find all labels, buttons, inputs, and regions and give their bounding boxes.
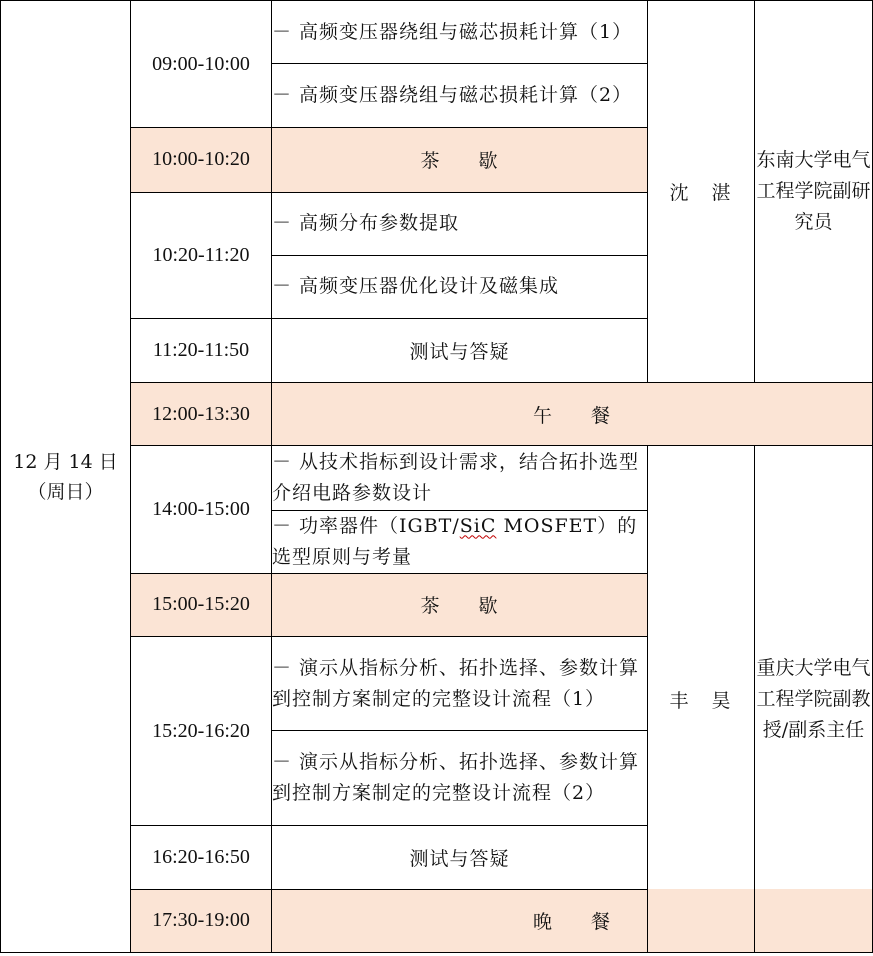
speaker-affiliation: 重庆大学电气工程学院副教授/副系主任 bbox=[755, 446, 873, 953]
session-item bbox=[272, 510, 648, 573]
time-slot: 12:00-13:30 bbox=[131, 383, 272, 446]
session-item-text: － 功率器件（IGBT/ bbox=[272, 514, 460, 537]
session-item-text: MOSFET）的选型原则与考量 bbox=[272, 514, 638, 568]
qa-cell: 测试与答疑 bbox=[272, 826, 648, 889]
session-item: － 高频变压器优化设计及磁集成 bbox=[272, 255, 648, 318]
break-cell bbox=[272, 573, 648, 636]
speaker-affiliation: 东南大学电气工程学院副研究员 bbox=[755, 1, 873, 383]
time-slot: 17:30-19:00 bbox=[131, 889, 272, 952]
date-day: 12 月 14 日 bbox=[13, 450, 118, 473]
time-slot: 10:20-11:20 bbox=[131, 192, 272, 318]
time-slot: 11:20-11:50 bbox=[131, 318, 272, 382]
break-label-char: 歇 bbox=[478, 150, 499, 173]
date-cell bbox=[1, 1, 131, 953]
session-item: － 高频变压器绕组与磁芯损耗计算（2） bbox=[272, 64, 648, 128]
session-item: － 演示从指标分析、拓扑选择、参数计算到控制方案制定的完整设计流程（2） bbox=[272, 731, 648, 826]
break-cell bbox=[272, 889, 873, 952]
date-weekday: （周日） bbox=[27, 480, 104, 503]
break-cell bbox=[272, 128, 648, 192]
session-item: － 从技术指标到设计需求，结合拓扑选型介绍电路参数设计 bbox=[272, 446, 648, 510]
time-slot: 09:00-10:00 bbox=[131, 1, 272, 128]
session-item: － 高频变压器绕组与磁芯损耗计算（1） bbox=[272, 1, 648, 64]
break-label-char: 午 bbox=[532, 404, 553, 427]
break-label-char: 茶 bbox=[420, 595, 441, 618]
speaker-name: 丰 昊 bbox=[648, 446, 755, 953]
time-slot: 15:00-15:20 bbox=[131, 573, 272, 636]
session-item: － 高频分布参数提取 bbox=[272, 192, 648, 255]
break-cell bbox=[272, 383, 873, 446]
break-label-char: 晚 bbox=[532, 911, 553, 934]
time-slot: 10:00-10:20 bbox=[131, 128, 272, 192]
time-slot: 15:20-16:20 bbox=[131, 636, 272, 826]
speaker-name: 沈 湛 bbox=[648, 1, 755, 383]
session-item-underlined: SiC bbox=[459, 514, 497, 537]
session-item: － 演示从指标分析、拓扑选择、参数计算到控制方案制定的完整设计流程（1） bbox=[272, 636, 648, 730]
break-label-char: 茶 bbox=[420, 150, 441, 173]
time-slot: 14:00-15:00 bbox=[131, 446, 272, 573]
break-label-char: 餐 bbox=[591, 404, 612, 427]
time-slot: 16:20-16:50 bbox=[131, 826, 272, 889]
break-label-char: 歇 bbox=[478, 595, 499, 618]
break-label-char: 餐 bbox=[591, 911, 612, 934]
qa-cell: 测试与答疑 bbox=[272, 318, 648, 382]
